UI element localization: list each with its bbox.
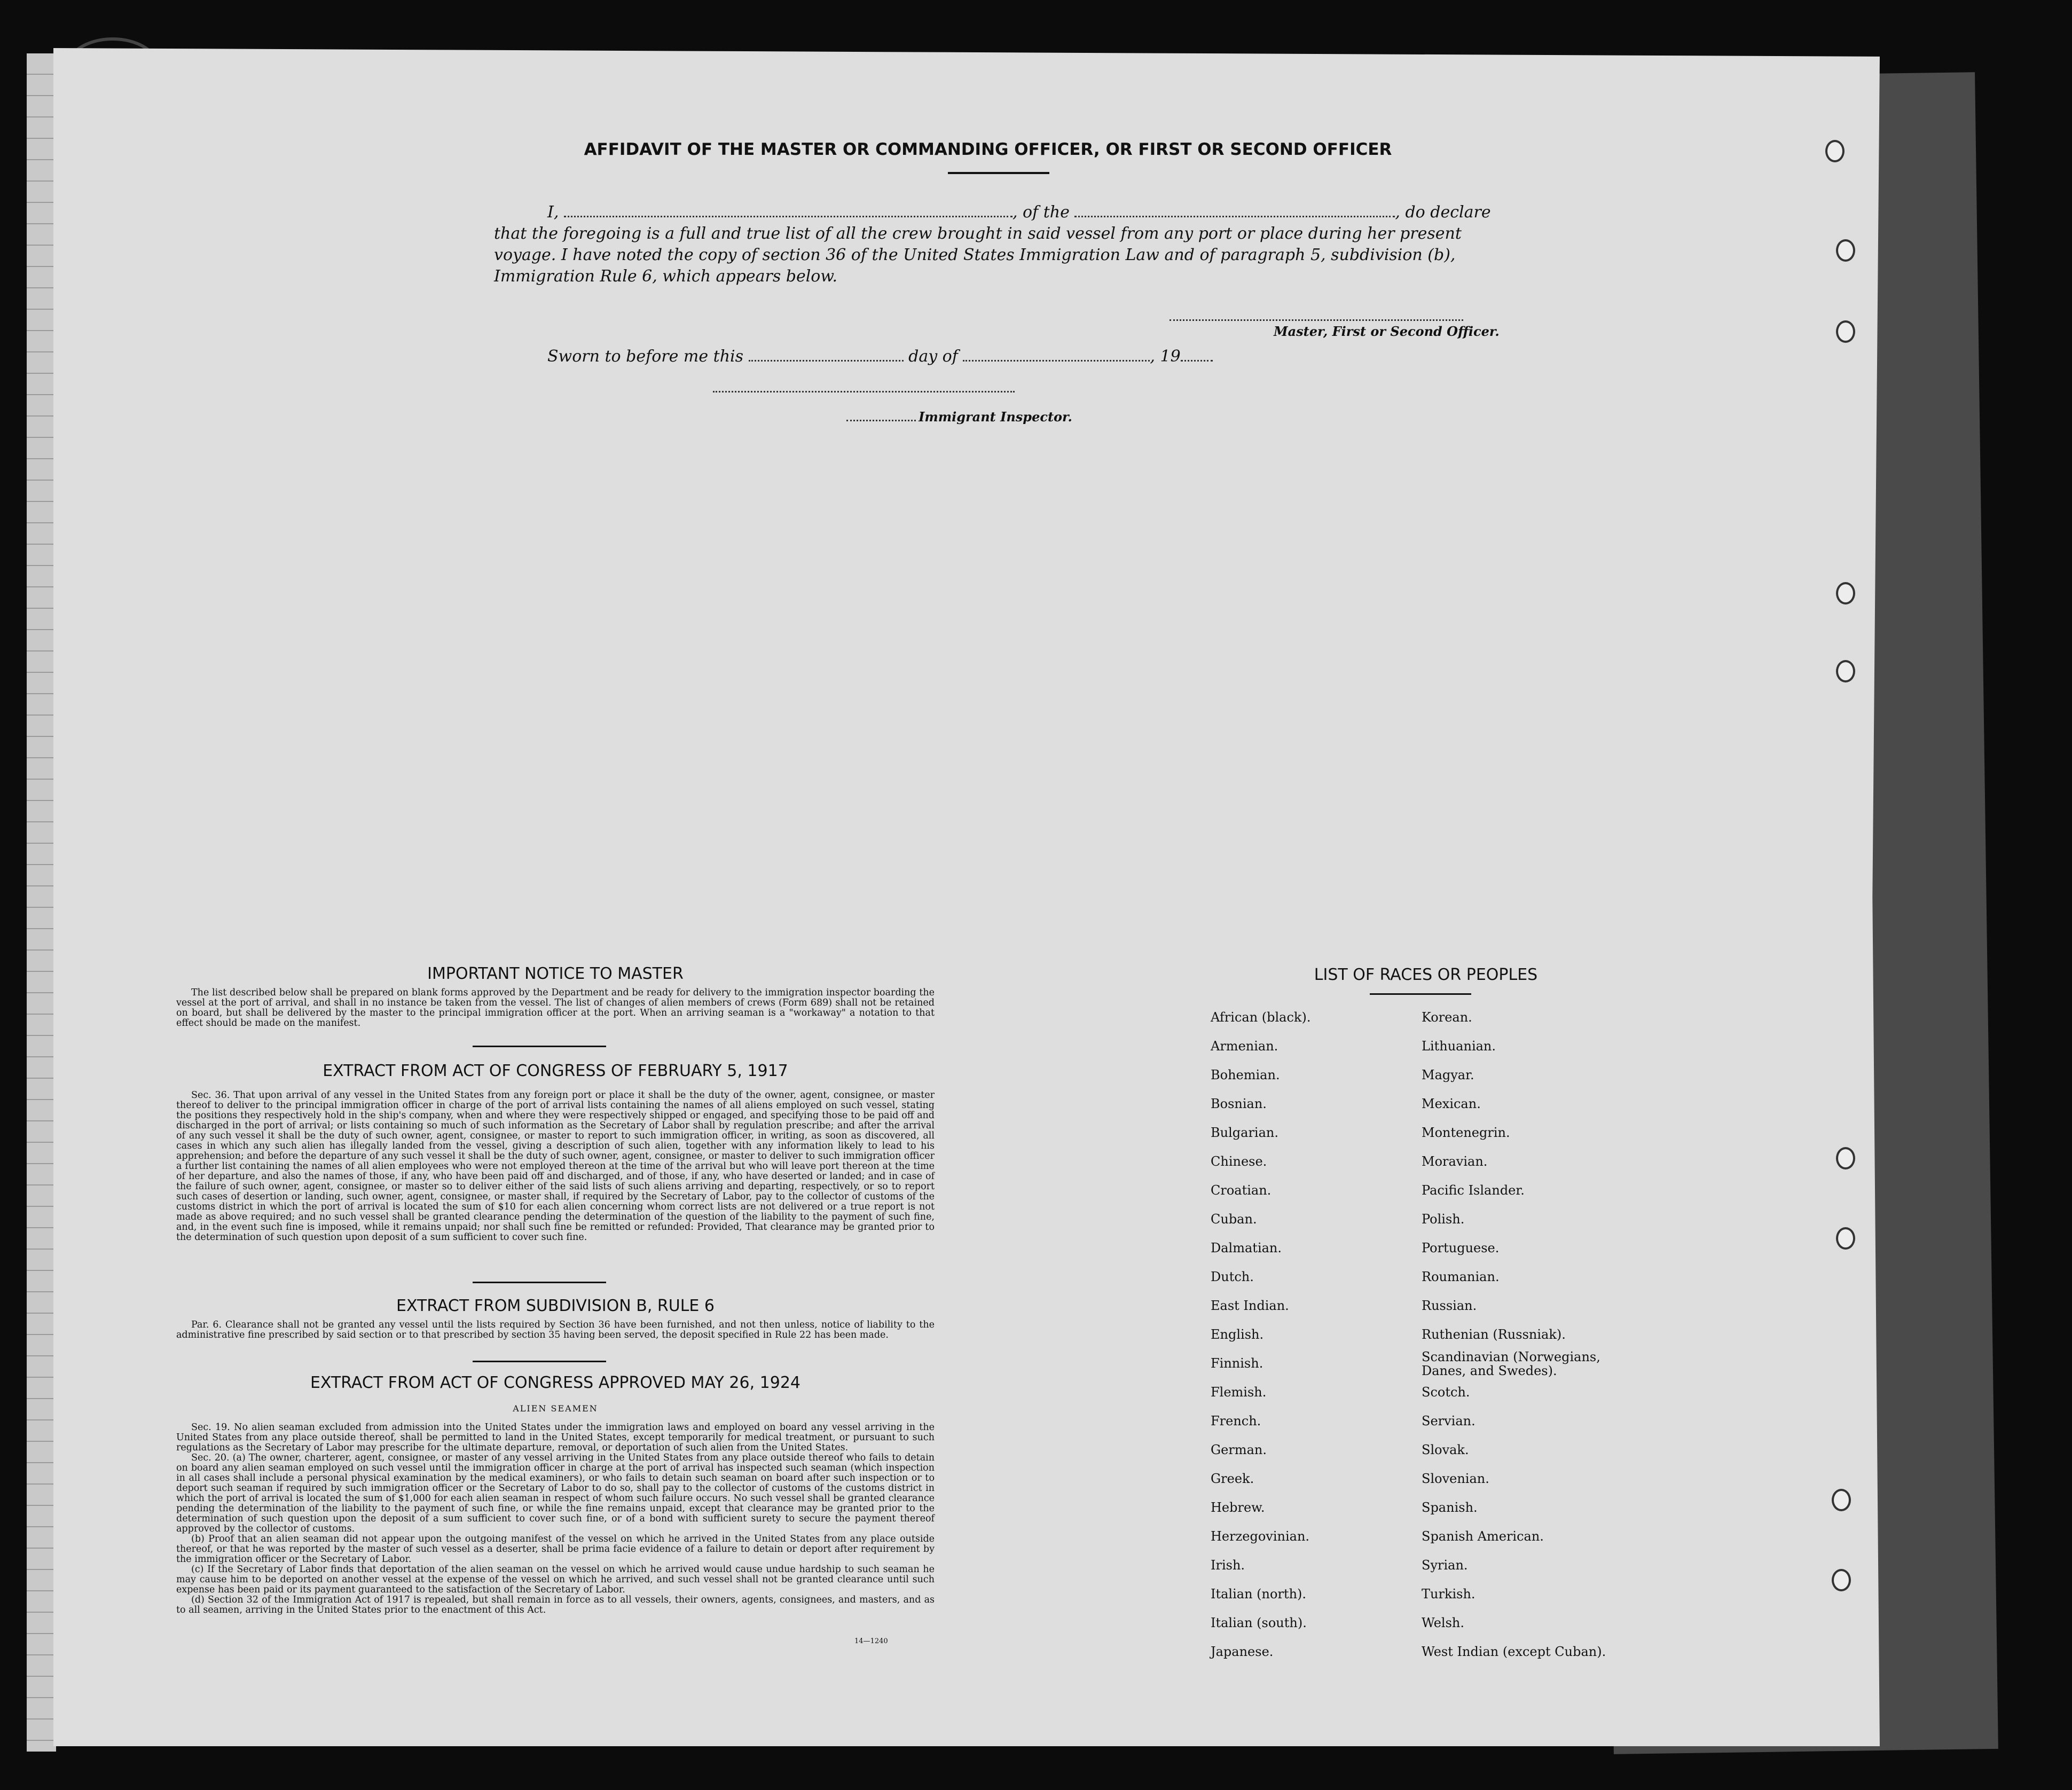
form-number: 14—1240 xyxy=(854,1637,888,1645)
race-item: African (black). xyxy=(1211,1010,1311,1025)
race-item: Croatian. xyxy=(1211,1183,1272,1198)
punch-hole xyxy=(1836,320,1855,343)
race-item: French. xyxy=(1211,1414,1261,1428)
race-item: Italian (south). xyxy=(1211,1615,1307,1630)
race-item: German. xyxy=(1211,1442,1267,1457)
sworn-date-field[interactable] xyxy=(749,348,904,362)
section-20c-paragraph: (c) If the Secretary of Labor finds that deportation of the alien seaman on the vessel on which he arrived would cause undue hardship to such seaman he may cause him to be deported on another vessel at the expense of the vessel on which he arrived, and such vessel shall not be granted clearance until such expense has been paid or its payment guaranteed to the satisfaction of the Secretary of Labor. xyxy=(176,1564,935,1595)
race-item: Spanish. xyxy=(1422,1500,1478,1515)
race-item: East Indian. xyxy=(1211,1298,1289,1313)
race-item: Roumanian. xyxy=(1422,1269,1500,1284)
section-rule xyxy=(473,1046,606,1047)
races-title-rule xyxy=(1370,993,1471,995)
sworn-year-field[interactable] xyxy=(1181,348,1213,362)
sworn-month-field[interactable] xyxy=(963,348,1150,362)
rule-6-title: EXTRACT FROM SUBDIVISION B, RULE 6 xyxy=(396,1297,715,1315)
race-item: Moravian. xyxy=(1422,1154,1488,1169)
affidavit-title: AFFIDAVIT OF THE MASTER OR COMMANDING OFFICER, OR FIRST OR SECOND OFFICER xyxy=(584,140,1392,159)
punch-hole xyxy=(1825,140,1845,162)
race-item: Slovak. xyxy=(1422,1442,1469,1457)
declare-label: , do declare xyxy=(1395,203,1491,222)
declaration-line xyxy=(547,202,1509,223)
punch-hole xyxy=(1836,660,1855,682)
race-item: Magyar. xyxy=(1422,1067,1474,1082)
section-20d-paragraph: (d) Section 32 of the Immigration Act of 1917 is repealed, but shall remain in force as to all vessels, their owners, agents, consignees, and masters, and as to all seamen, arriving in the United States prior to the enactment of this Act. xyxy=(176,1595,935,1615)
title-rule xyxy=(948,172,1049,174)
race-item: Portuguese. xyxy=(1422,1241,1500,1255)
races-title: LIST OF RACES OR PEOPLES xyxy=(1314,965,1538,984)
race-item: Scotch. xyxy=(1422,1385,1470,1400)
section-20b-paragraph: (b) Proof that an alien seaman did not appear upon the outgoing manifest of the vessel on which he arrived in the United States from any place outside thereof, or that he was reported by the master of such vessel as a deserter, shall be prima facie evidence of a failure to detain or deport after requirement by the immigration officer or the Secretary of Labor. xyxy=(176,1534,935,1565)
notice-title: IMPORTANT NOTICE TO MASTER xyxy=(427,964,684,983)
alien-seamen-heading: ALIEN SEAMEN xyxy=(513,1403,598,1414)
punch-hole xyxy=(1832,1569,1851,1591)
race-item: Turkish. xyxy=(1422,1587,1475,1601)
sworn-day-label: day of xyxy=(908,347,958,366)
extract-1924-text xyxy=(176,1423,935,1615)
race-item: Korean. xyxy=(1422,1010,1472,1025)
section-rule xyxy=(473,1361,606,1362)
paragraph-6: Par. 6. Clearance shall not be granted any vessel until the lists required by Section 36 have been furnished, and not then unless, notice of liability to the administrative fine prescribed by said section or to that prescribed by section 35 having been served, the deposit specified in Rule 22 has been made. xyxy=(176,1320,935,1340)
affidavit-body xyxy=(494,202,1509,287)
sworn-line xyxy=(547,347,1213,366)
race-item: Italian (north). xyxy=(1211,1587,1307,1601)
race-item: Irish. xyxy=(1211,1558,1245,1573)
inspector-label: Immigrant Inspector. xyxy=(919,409,1072,425)
punch-hole xyxy=(1832,1489,1851,1511)
race-item: Herzegovinian. xyxy=(1211,1529,1310,1544)
punch-hole xyxy=(1836,1147,1855,1169)
race-item: Scandinavian (Norwegians, Danes, and Swedes). xyxy=(1422,1349,1600,1378)
section-19-paragraph: Sec. 19. No alien seaman excluded from admission into the United States under the immigration laws and employed on board any vessel arriving in the United States from any place outside thereof, shall be permitted to land in the United States, except temporarily for medical treatment, or pursuant to such regulations as the Secretary of Labor may prescribe for the ultimate departure, removal, or deportation of such alien from the United States. xyxy=(176,1422,935,1453)
race-item: Ruthenian (Russniak). xyxy=(1422,1327,1566,1342)
race-item: Chinese. xyxy=(1211,1154,1267,1169)
notice-paragraph: The list described below shall be prepared on blank forms approved by the Department and be ready for delivery to the immigration inspector boarding the vessel at the port of arrival, and shall in no instance be taken from the vessel. The list of changes of alien members of crews (Form 689) shall not be retained on board, but shall be delivered by the master to the principal immigration officer at the port. When an arriving seaman is a "workaway" a notation to that effect should be made on the manifest. xyxy=(176,987,935,1029)
race-item: Greek. xyxy=(1211,1471,1254,1486)
race-item: Polish. xyxy=(1422,1212,1465,1227)
race-item: Bosnian. xyxy=(1211,1096,1267,1111)
race-item: Slovenian. xyxy=(1422,1471,1489,1486)
race-item: Mexican. xyxy=(1422,1096,1481,1111)
inspector-line xyxy=(846,408,1072,425)
race-item: Japanese. xyxy=(1211,1644,1274,1659)
race-item: West Indian (except Cuban). xyxy=(1422,1644,1606,1659)
race-item: Welsh. xyxy=(1422,1615,1464,1630)
signature-field[interactable] xyxy=(1170,319,1463,321)
inspector-signature-field[interactable] xyxy=(713,391,1015,392)
race-item: Bohemian. xyxy=(1211,1067,1280,1082)
sworn-prefix: Sworn to before me this xyxy=(547,347,744,366)
punch-hole xyxy=(1836,1227,1855,1250)
sworn-year-label: , 19 xyxy=(1150,347,1181,366)
signature-label: Master, First or Second Officer. xyxy=(1274,324,1500,339)
notice-text xyxy=(176,988,935,1029)
extract-1917-text xyxy=(176,1090,935,1243)
race-item: Bulgarian. xyxy=(1211,1125,1278,1140)
race-item: Spanish American. xyxy=(1422,1529,1544,1544)
race-item: Armenian. xyxy=(1211,1039,1278,1054)
race-item: Hebrew. xyxy=(1211,1500,1265,1515)
race-item: Dalmatian. xyxy=(1211,1241,1282,1255)
declarant-name-field[interactable] xyxy=(564,204,1013,217)
race-item: English. xyxy=(1211,1327,1264,1342)
rule-6-text xyxy=(176,1320,935,1340)
race-item: Cuban. xyxy=(1211,1212,1257,1227)
race-item: Flemish. xyxy=(1211,1385,1267,1400)
race-item: Finnish. xyxy=(1211,1356,1263,1371)
declarant-label: I, xyxy=(547,203,559,222)
extract-1917-title: EXTRACT FROM ACT OF CONGRESS OF FEBRUARY 5, 1917 xyxy=(323,1062,788,1080)
section-20a-paragraph: Sec. 20. (a) The owner, charterer, agent, consignee, or master of any vessel arriving in the United States from any place outside thereof who fails to detain on board any alien seaman employed on such vessel until the immigration officer in charge at the port of arrival has inspected such seaman (which inspection in all cases shall include a personal physical examination by the medical examiners), or who fails to detain such seaman on board after such inspection or to deport such seaman if required by such immigration officer or the Secretary of Labor to do so, shall pay to the collector of customs of the customs district in which the port of arrival is located the sum of $1,000 for each alien seaman in respect of whom such failure occurs. No such vessel shall be granted clearance pending the determination of the liability to the payment of such fine, or while the fine remains unpaid, except that clearance may be granted prior to the determination of such question upon the deposit of a sum sufficient to cover such fine, or of a bond with sufficient surety to secure the payment thereof approved by the collector of customs. xyxy=(176,1453,935,1534)
punch-hole xyxy=(1836,239,1855,262)
ledger-margin-strip xyxy=(27,53,56,1752)
extract-1924-title: EXTRACT FROM ACT OF CONGRESS APPROVED MAY 26, 1924 xyxy=(310,1373,801,1392)
of-label: , of the xyxy=(1012,203,1070,222)
vessel-name-field[interactable] xyxy=(1074,204,1395,217)
race-item: Servian. xyxy=(1422,1414,1475,1428)
race-item: Russian. xyxy=(1422,1298,1477,1313)
race-item: Syrian. xyxy=(1422,1558,1468,1573)
inspector-dots xyxy=(846,408,916,421)
races-right-column xyxy=(1422,1010,1646,1674)
section-36-paragraph: Sec. 36. That upon arrival of any vessel in the United States from any foreign port or place it shall be the duty of the owner, agent, consignee, or master thereof to deliver to the principal immigration officer in charge of the port of arrival lists containing the names of all aliens employed on such vessel, stating the positions they respectively hold in the ship's company, when and where they were respectively shipped or engaged, and specifying those to be paid off and discharged in the port of arrival; or lists containing so much of such information as the Secretary of Labor shall by regulation prescribe; and after the arrival of any such vessel it shall be the duty of such owner, agent, consignee, or master to report to such immigration officer, in writing, as soon as discovered, all cases in which any such alien has illegally landed from the vessel, giving a description of such alien, together with any information likely to lead to his apprehension; and before the departure of any such vessel it shall be the duty of such owner, agent, consignee, or master to deliver to such immigration officer a further list containing the names of all alien employees who were not employed thereon at the time of the arrival but who will leave port thereon at the time of her departure, and also the names of those, if any, who have been paid off and discharged, and of those, if any, who have deserted or landed; and in case of the failure of such owner, agent, consignee, or master so to deliver either of the said lists of such aliens arriving and departing, respectively, or so to report such cases of desertion or landing, such owner, agent, consignee, or master shall, if required by the Secretary of Labor, pay to the collector of customs of the customs district in which the port of arrival is located the sum of $10 for each alien concerning whom correct lists are not delivered or a true report is not made as above required; and no such vessel shall be granted clearance pending the determination of the question of the liability to the payment of such fine, and, in the event such fine is imposed, while it remains unpaid; nor shall such fine be remitted or refunded: Provided, That clearance may be granted prior to the determination of such question upon deposit of a sum sufficient to cover such fine. xyxy=(176,1090,935,1243)
section-rule xyxy=(473,1282,606,1283)
race-item: Pacific Islander. xyxy=(1422,1183,1525,1198)
declaration-text: that the foregoing is a full and true list of all the crew brought in said vessel from any port or place during her present voyage. I have noted the copy of section 36 of the United States Immigration Law and of paragraph 5, subdivision (b), Immigration Rule 6, which appears below. xyxy=(494,224,1462,286)
race-item: Lithuanian. xyxy=(1422,1039,1496,1054)
punch-hole xyxy=(1836,582,1855,604)
race-item: Dutch. xyxy=(1211,1269,1254,1284)
race-item: Montenegrin. xyxy=(1422,1125,1510,1140)
